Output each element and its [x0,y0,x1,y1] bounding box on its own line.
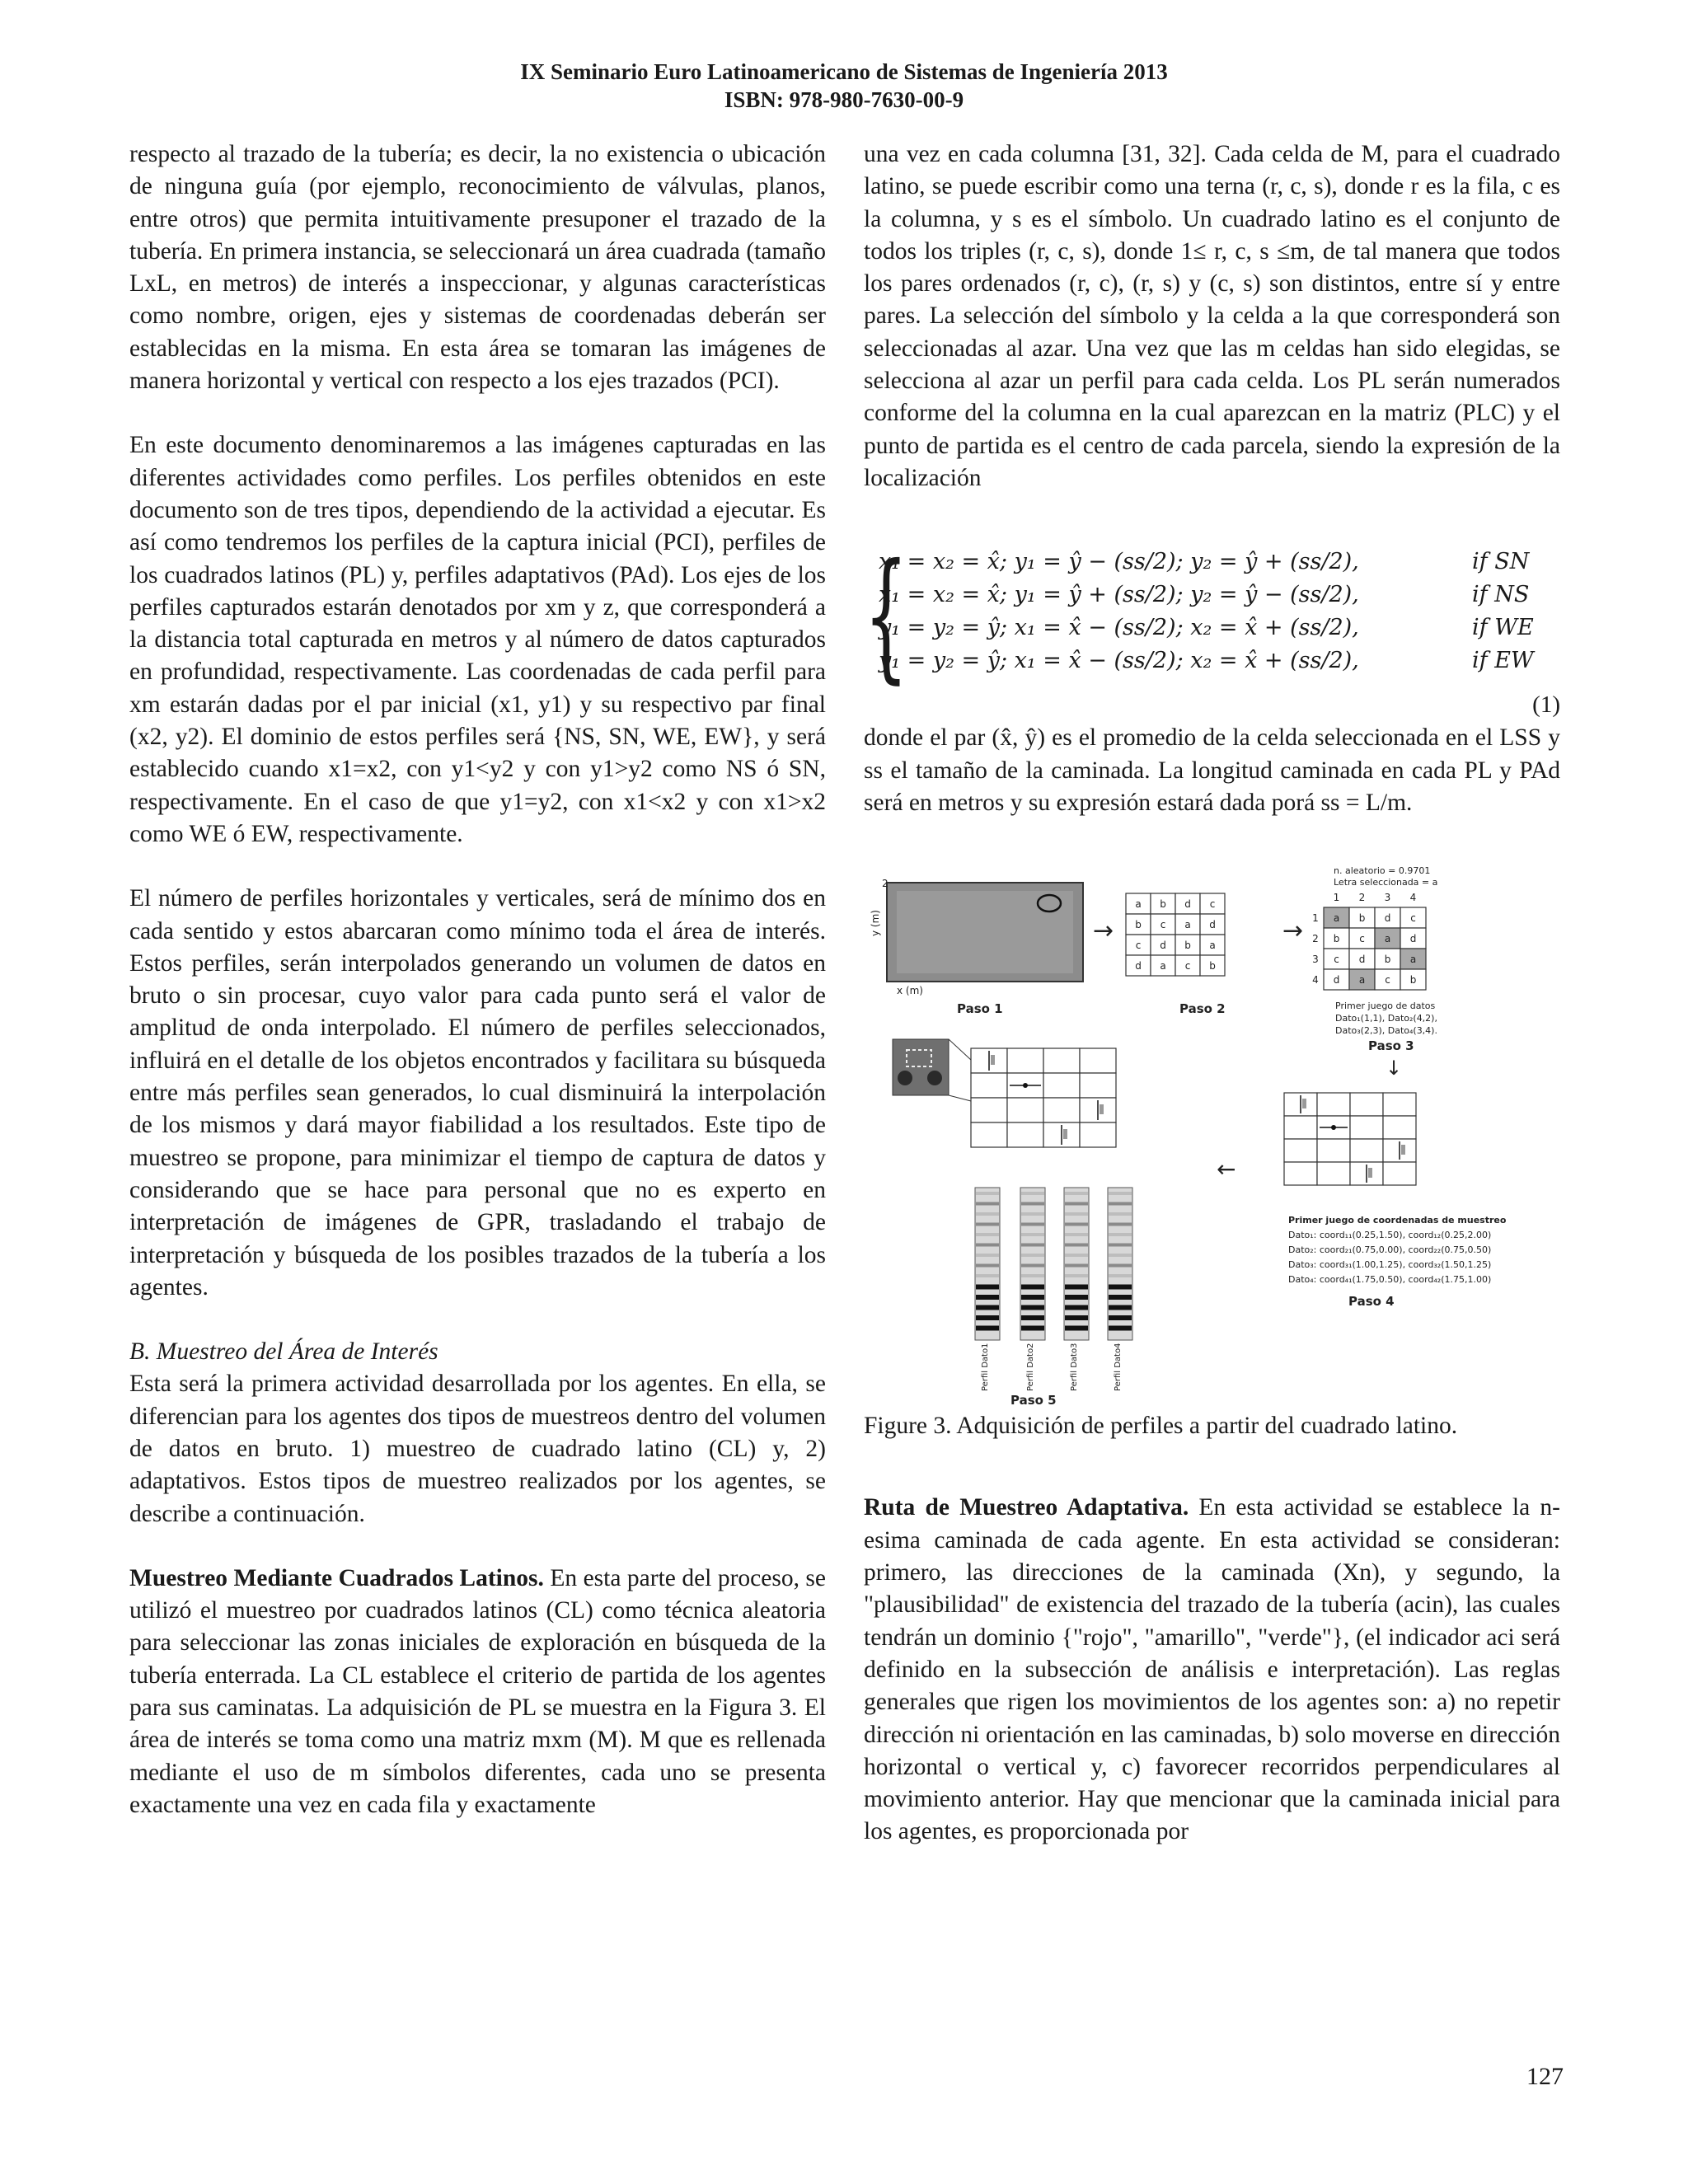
step3-latin-square [1312,892,1426,990]
latin-cell-symbol: c [1334,954,1339,966]
grid-cell [1317,1093,1350,1116]
page-number: 127 [1526,2063,1564,2090]
header-isbn: ISBN: 978-980-7630-00-9 [724,87,964,112]
strip-band [1109,1192,1132,1195]
left-paragraph-5 [129,1563,826,1821]
latin-cell-symbol: d [1184,898,1191,911]
strip-band [976,1244,999,1247]
strip-band [976,1202,999,1206]
grid-cell [1350,1116,1383,1139]
runin-heading-adaptive: Ruta de Muestreo Adaptativa. [864,1494,1189,1521]
latin-cell-symbol: b [1184,940,1191,952]
latin-cell-symbol: a [1135,898,1142,911]
right-paragraph-2: donde el par (x̂, ŷ) es el promedio de la celda seleccionada en el LSS y ss el tamaño de la caminada. La longitud caminada en cada PL y PAd será en metros y su expresión estará dada porá ss = L/m. [864,724,1560,816]
strip-band [1109,1212,1132,1216]
axis-x-label: x (m) [897,985,923,997]
arrow-down-icon: ↓ [1386,1057,1403,1080]
latin-cell-symbol: b [1358,912,1366,925]
latin-cell-symbol: a [1160,960,1166,972]
strip-band [1065,1285,1088,1290]
grid-cell [1284,1162,1317,1185]
strip-band [976,1295,999,1300]
row-header: 4 [1312,974,1319,987]
strip-band [1021,1192,1044,1195]
latin-cell-symbol: c [1209,898,1216,911]
strip-band [1065,1295,1088,1300]
left-paragraph-3: El número de perfiles horizontales y verticales, será de mínimo dos en cada sentido y estos abarcaran como mínimo toda el área de interés. Estos perfiles, serán interpolados generando un volumen de datos en bruto o sin procesar, cuyo valor para cada punto será el valor de amplitud de onda interpolado. El número de perfiles seleccionados, influirá en el detalle de los objetos encontrados y facilitara su búsqueda entre más perfiles sean generados, lo cual disminuirá la interpolación de los mismos y dará mayor fiabilidad a los resultados. Este tipo de muestreo se propone, para minimizar el tiempo de captura de datos y considerando que se hace para personal que no es experto en interpretación de imágenes de GPR, trasladando el trabajo de interpretación y búsqueda de los posibles trazados de la tubería a los agentes. [129,885,826,1301]
latin-cell-symbol: b [1409,974,1417,987]
latin-cell-symbol: d [1135,960,1142,972]
strip-band [1065,1244,1088,1247]
grid-cell [971,1098,1007,1122]
right-column [864,138,1560,1849]
page-header [0,58,1688,114]
latin-cell-symbol: d [1209,919,1216,931]
strip-band [1021,1295,1044,1300]
strip-band [1021,1254,1044,1257]
grid-cell [1080,1048,1116,1073]
grid-cell [1383,1116,1416,1139]
strip-label: Perfil Dato2 [1026,1343,1035,1392]
strip-band [1021,1233,1044,1236]
grid-cell [1317,1139,1350,1162]
latin-cell-symbol: a [1384,933,1391,945]
first-set-title: Primer juego de datos [1335,1001,1436,1012]
latin-cell-symbol: c [1410,912,1416,925]
grid-cell [971,1073,1007,1098]
equation-condition: if WE [1472,615,1534,641]
strip-band [976,1315,999,1320]
strip-band [1065,1264,1088,1268]
grid-cell [1317,1162,1350,1185]
strip-band [1065,1326,1088,1331]
profile-marker [1302,1099,1306,1108]
grid-cell [1284,1139,1317,1162]
strip-band [1109,1305,1132,1310]
equation-number: (1) [1532,691,1560,719]
equation-1 [864,534,1560,722]
strip-label: Perfil Dato1 [981,1343,990,1392]
random-number-label: n. aleatorio = 0.9701 [1334,865,1431,877]
strip-band [1065,1233,1088,1236]
grid-cell [1383,1093,1416,1116]
survey-photo [893,1039,949,1095]
row-header: 2 [1312,933,1319,945]
strip-band [1021,1285,1044,1290]
strip-band [1109,1254,1132,1257]
equation-brace: { [864,534,909,698]
coords-line: Dato₃: coord₃₁(1.00,1.25), coord₃₂(1.50,1.25) [1288,1259,1492,1271]
step2-label: Paso 2 [1179,1001,1226,1017]
equation-condition: if EW [1472,648,1534,674]
equation-condition: if NS [1472,582,1530,608]
row-header: 1 [1312,912,1319,925]
latin-cell-symbol: b [1135,919,1142,931]
latin-cell-symbol: c [1385,974,1390,987]
profile-marker [1023,1083,1028,1088]
strip-band [1109,1244,1132,1247]
coords-line: Dato₄: coord₄₁(1.75,0.50), coord₄₂(1.75,1.00) [1288,1274,1492,1286]
strip-band [1021,1274,1044,1277]
figure-3-diagram [864,862,1560,1410]
profile-marker [1401,1145,1405,1155]
latin-cell-symbol: b [1209,960,1216,972]
latin-cell-symbol: d [1358,954,1366,966]
strip-band [1021,1244,1044,1247]
equation-line: x₁ = x₂ = x̂; y₁ = ŷ + (ss/2); y₂ = ŷ − (ss/2), [879,582,1359,608]
column-header: 4 [1409,892,1417,904]
left-paragraph-1: respecto al trazado de la tubería; es decir, la no existencia o ubicación de ninguna guía (por ejemplo, reconocimiento de válvulas, planos, entre otros) que permita intuitivamente presuponer el trazado de la tubería. En primera instancia, se seleccionará un área cuadrada (tamaño LxL, en metros) de interés a inspeccionar, y algunas características como nombre, origen, ejes y sistemas de coordenadas deberán ser establecidas en la misma. En esta área se tomaran las imágenes de manera horizontal y vertical con respecto a los ejes trazados (PCI). [129,141,826,395]
grid-cell [1007,1098,1043,1122]
step3-label: Paso 3 [1368,1038,1414,1054]
strip-band [1021,1326,1044,1331]
latin-cell-symbol: a [1209,940,1216,952]
column-header: 1 [1333,892,1340,904]
strip-band [1109,1315,1132,1320]
strip-band [1109,1285,1132,1290]
latin-cell-symbol: a [1409,954,1417,966]
grid-cell [1007,1048,1043,1073]
strip-band [976,1212,999,1216]
left-paragraph-5-text: En esta parte del proceso, se utilizó el muestreo por cuadrados latinos (CL) como técnica aleatoria para seleccionar las zonas iniciales de exploración en búsqueda de la tubería enterrada. La CL establece el criterio de partida de los agentes para sus caminatas. La adquisición de PL se muestra en la Figura 3. El área de interés se toma como una matriz mxm (M). M que es rellenada mediante el uso de m símbolos diferentes, cada uno se presenta exactamente una vez en cada fila y exactamente [129,1564,826,1818]
strip-band [976,1274,999,1277]
equation-line: y₁ = y₂ = ŷ; x₁ = x̂ − (ss/2); x₂ = x̂ + (ss/2), [879,615,1359,641]
step4-label: Paso 4 [1348,1294,1395,1310]
latin-cell-symbol: c [1359,933,1365,945]
first-set-line: Dato₁(1,1), Dato₂(4,2), [1335,1013,1437,1024]
grid-cell [1007,1122,1043,1147]
profile-marker [1331,1125,1336,1130]
strip-band [1109,1295,1132,1300]
axis-y-label: y (m) [870,910,881,937]
strip-band [976,1305,999,1310]
step1-area-image [870,878,1083,996]
strip-band [1065,1305,1088,1310]
profile-marker [1368,1168,1372,1178]
arrow-right-icon: → [1282,916,1304,946]
coords-line: Dato₂: coord₂₁(0.75,0.00), coord₂₂(0.75,0.50) [1288,1244,1492,1256]
right-paragraph-3 [864,1492,1560,1848]
equation-condition: if SN [1472,549,1530,575]
runin-heading-latin: Muestreo Mediante Cuadrados Latinos. [129,1564,544,1591]
latin-cell-symbol: c [1184,960,1191,972]
first-set-line: Dato₃(2,3), Dato₄(3,4). [1335,1025,1437,1037]
strip-band [1109,1264,1132,1268]
strip-label: Perfil Dato4 [1114,1343,1123,1392]
strip-band [976,1223,999,1226]
profile-marker [991,1055,995,1065]
strip-band [1021,1202,1044,1206]
latin-cell-symbol: d [1333,974,1340,987]
step5-profile-strips [975,1188,1132,1391]
strip-band [1021,1264,1044,1268]
strip-band [1065,1274,1088,1277]
step4-sampling-grid [1284,1093,1416,1185]
strip-band [1021,1305,1044,1310]
strip-band [1109,1274,1132,1277]
strip-band [1109,1223,1132,1226]
grid-cell [1284,1116,1317,1139]
coords-title: Primer juego de coordenadas de muestreo [1288,1215,1507,1226]
grid-cell [1350,1093,1383,1116]
section-heading: B. Muestreo del Área de Interés [129,1338,438,1366]
step5-label: Paso 5 [1010,1393,1057,1408]
left-paragraph-2: En este documento denominaremos a las imágenes capturadas en las diferentes actividades como perfiles. Los perfiles obtenidos en este documento son de tres tipos, dependiendo de la actividad a ejecutar. Es así como tendremos los perfiles de la captura inicial (PCI), perfiles de los cuadrados latinos (PL) y, perfiles adaptativos (PAd). Los ejes de los perfiles capturados estarán denotados por xm y z, que corresponderá a la distancia total capturada en metros y al número de datos capturados en profundidad, respectivamente. Las coordenadas de cada perfil para xm estarán dadas por el par inicial (x1, y1) y su respectivo par final (x2, y2). El dominio de estos perfiles será {NS, SN, WE, EW}, y será establecido cuando x1=x2, con y1<y2 y con y1>y2 como NS ó SN, respectivamente. En el caso de que y1=y2, con x1<x2 y con x1>x2 como WE ó EW, respectivamente. [129,432,826,847]
strip-band [1065,1192,1088,1195]
left-column [129,138,826,1821]
strip-band [976,1233,999,1236]
latin-cell-symbol: c [1160,919,1166,931]
grid-cell [971,1122,1007,1147]
strip-band [1021,1315,1044,1320]
strip-band [976,1326,999,1331]
grid-cell [1350,1139,1383,1162]
right-paragraph-1: una vez en cada columna [31, 32]. Cada celda de M, para el cuadrado latino, se puede escribir como una terna (r, c, s), donde r es la fila, c es la columna, y s es el símbolo. Un cuadrado latino es el conjunto de todos los triples (r, c, s), donde 1≤ r, c, s ≤m, de tal manera que todos los pares ordenados (r, c), (r, s) y (c, s) son distintos, entre sí y entre pares. La selección del símbolo y la celda a la que corresponderá son seleccionadas al azar. Una vez que las m celdas han sido elegidas, se selecciona al azar un perfil para cada celda. Los PL serán numerados conforme del la columna en la cual aparezcan en la matriz (PLC) y el punto de partida es el centro de cada parcela, siendo la expresión de la localización [864,141,1560,491]
strip-band [1065,1223,1088,1226]
figure-caption: Figure 3. Adquisición de perfiles a partir del cuadrado latino. [864,1413,1458,1440]
latin-cell-symbol: c [1135,940,1142,952]
strip-band [1065,1202,1088,1206]
latin-cell-symbol: d [1409,933,1417,945]
latin-cell-symbol: a [1358,974,1366,987]
latin-cell-symbol: d [1384,912,1391,925]
coords-line: Dato₁: coord₁₁(0.25,1.50), coord₁₂(0.25,2.00) [1288,1230,1492,1241]
latin-cell-symbol: b [1384,954,1391,966]
strip-band [1021,1223,1044,1226]
latin-cell-symbol: b [1160,898,1166,911]
strip-band [1109,1202,1132,1206]
step2-latin-square [1126,893,1225,976]
grid-cell [1080,1122,1116,1147]
strip-band [1109,1326,1132,1331]
grid-cell [1080,1073,1116,1098]
figure-3 [864,862,1560,1410]
strip-band [976,1285,999,1290]
strip-label: Perfil Dato3 [1070,1343,1079,1392]
header-conference: IX Seminario Euro Latinoamericano de Sistemas de Ingeniería 2013 [520,59,1168,84]
equation-line: x₁ = x₂ = x̂; y₁ = ŷ − (ss/2); y₂ = ŷ + (ss/2), [879,549,1359,575]
column-header: 3 [1384,892,1391,904]
axis-tick: 2 [882,878,889,890]
profile-marker [1063,1129,1067,1139]
step5-sampling-grid [971,1048,1116,1147]
strip-band [976,1264,999,1268]
strip-band [1065,1254,1088,1257]
latin-cell-symbol: d [1160,940,1166,952]
grid-cell [1383,1162,1416,1185]
strip-band [976,1192,999,1195]
strip-band [976,1254,999,1257]
grid-cell [1043,1098,1080,1122]
arrow-left-icon: ← [1217,1155,1236,1183]
arrow-right-icon: → [1093,916,1114,946]
left-paragraph-4: Esta será la primera actividad desarrollada por los agentes. En ella, se diferencian para los agentes dos tipos de muestreos dentro del volumen de datos en bruto. 1) muestreo de cuadrado latino (CL) y, 2) adaptativos. Estos tipos de muestreo realizados por los agentes, se describe a continuación. [129,1371,826,1527]
profile-marker [1100,1104,1104,1114]
latin-cell-symbol: a [1184,919,1191,931]
right-paragraph-3-text: En esta actividad se establece la n-esima caminada de cada agente. En esta actividad se consideran: primero, las direcciones de la caminada (Xn), y segundo, la "plausibilidad" de existencia del trazado de la tubería (acin), las cuales tendrán un dominio {"rojo", "amarillo", "verde"}, (el indicador aci será definido en la subsección de análisis e interpretación). Las reglas generales que rigen los movimientos de los agentes son: a) no repetir dirección ni orientación en las caminadas, b) solo moverse en dirección horizontal o vertical y, c) favorecer recorridos perpendiculares al movimiento anterior. Hay que mencionar que la caminada inicial para los agentes, es proporcionada por [864,1494,1561,1845]
grid-cell [1043,1048,1080,1073]
equation-line: y₁ = y₂ = ŷ; x₁ = x̂ − (ss/2); x₂ = x̂ + (ss/2), [879,648,1359,674]
step1-label: Paso 1 [957,1001,1003,1017]
latin-cell-symbol: b [1333,933,1340,945]
column-header: 2 [1358,892,1366,904]
latin-cell-symbol: a [1333,912,1340,925]
grid-cell [1043,1073,1080,1098]
strip-band [1021,1212,1044,1216]
strip-band [1065,1212,1088,1216]
row-header: 3 [1312,954,1319,966]
selected-letter-label: Letra seleccionada = a [1334,877,1438,888]
strip-band [1109,1233,1132,1236]
strip-band [1065,1315,1088,1320]
